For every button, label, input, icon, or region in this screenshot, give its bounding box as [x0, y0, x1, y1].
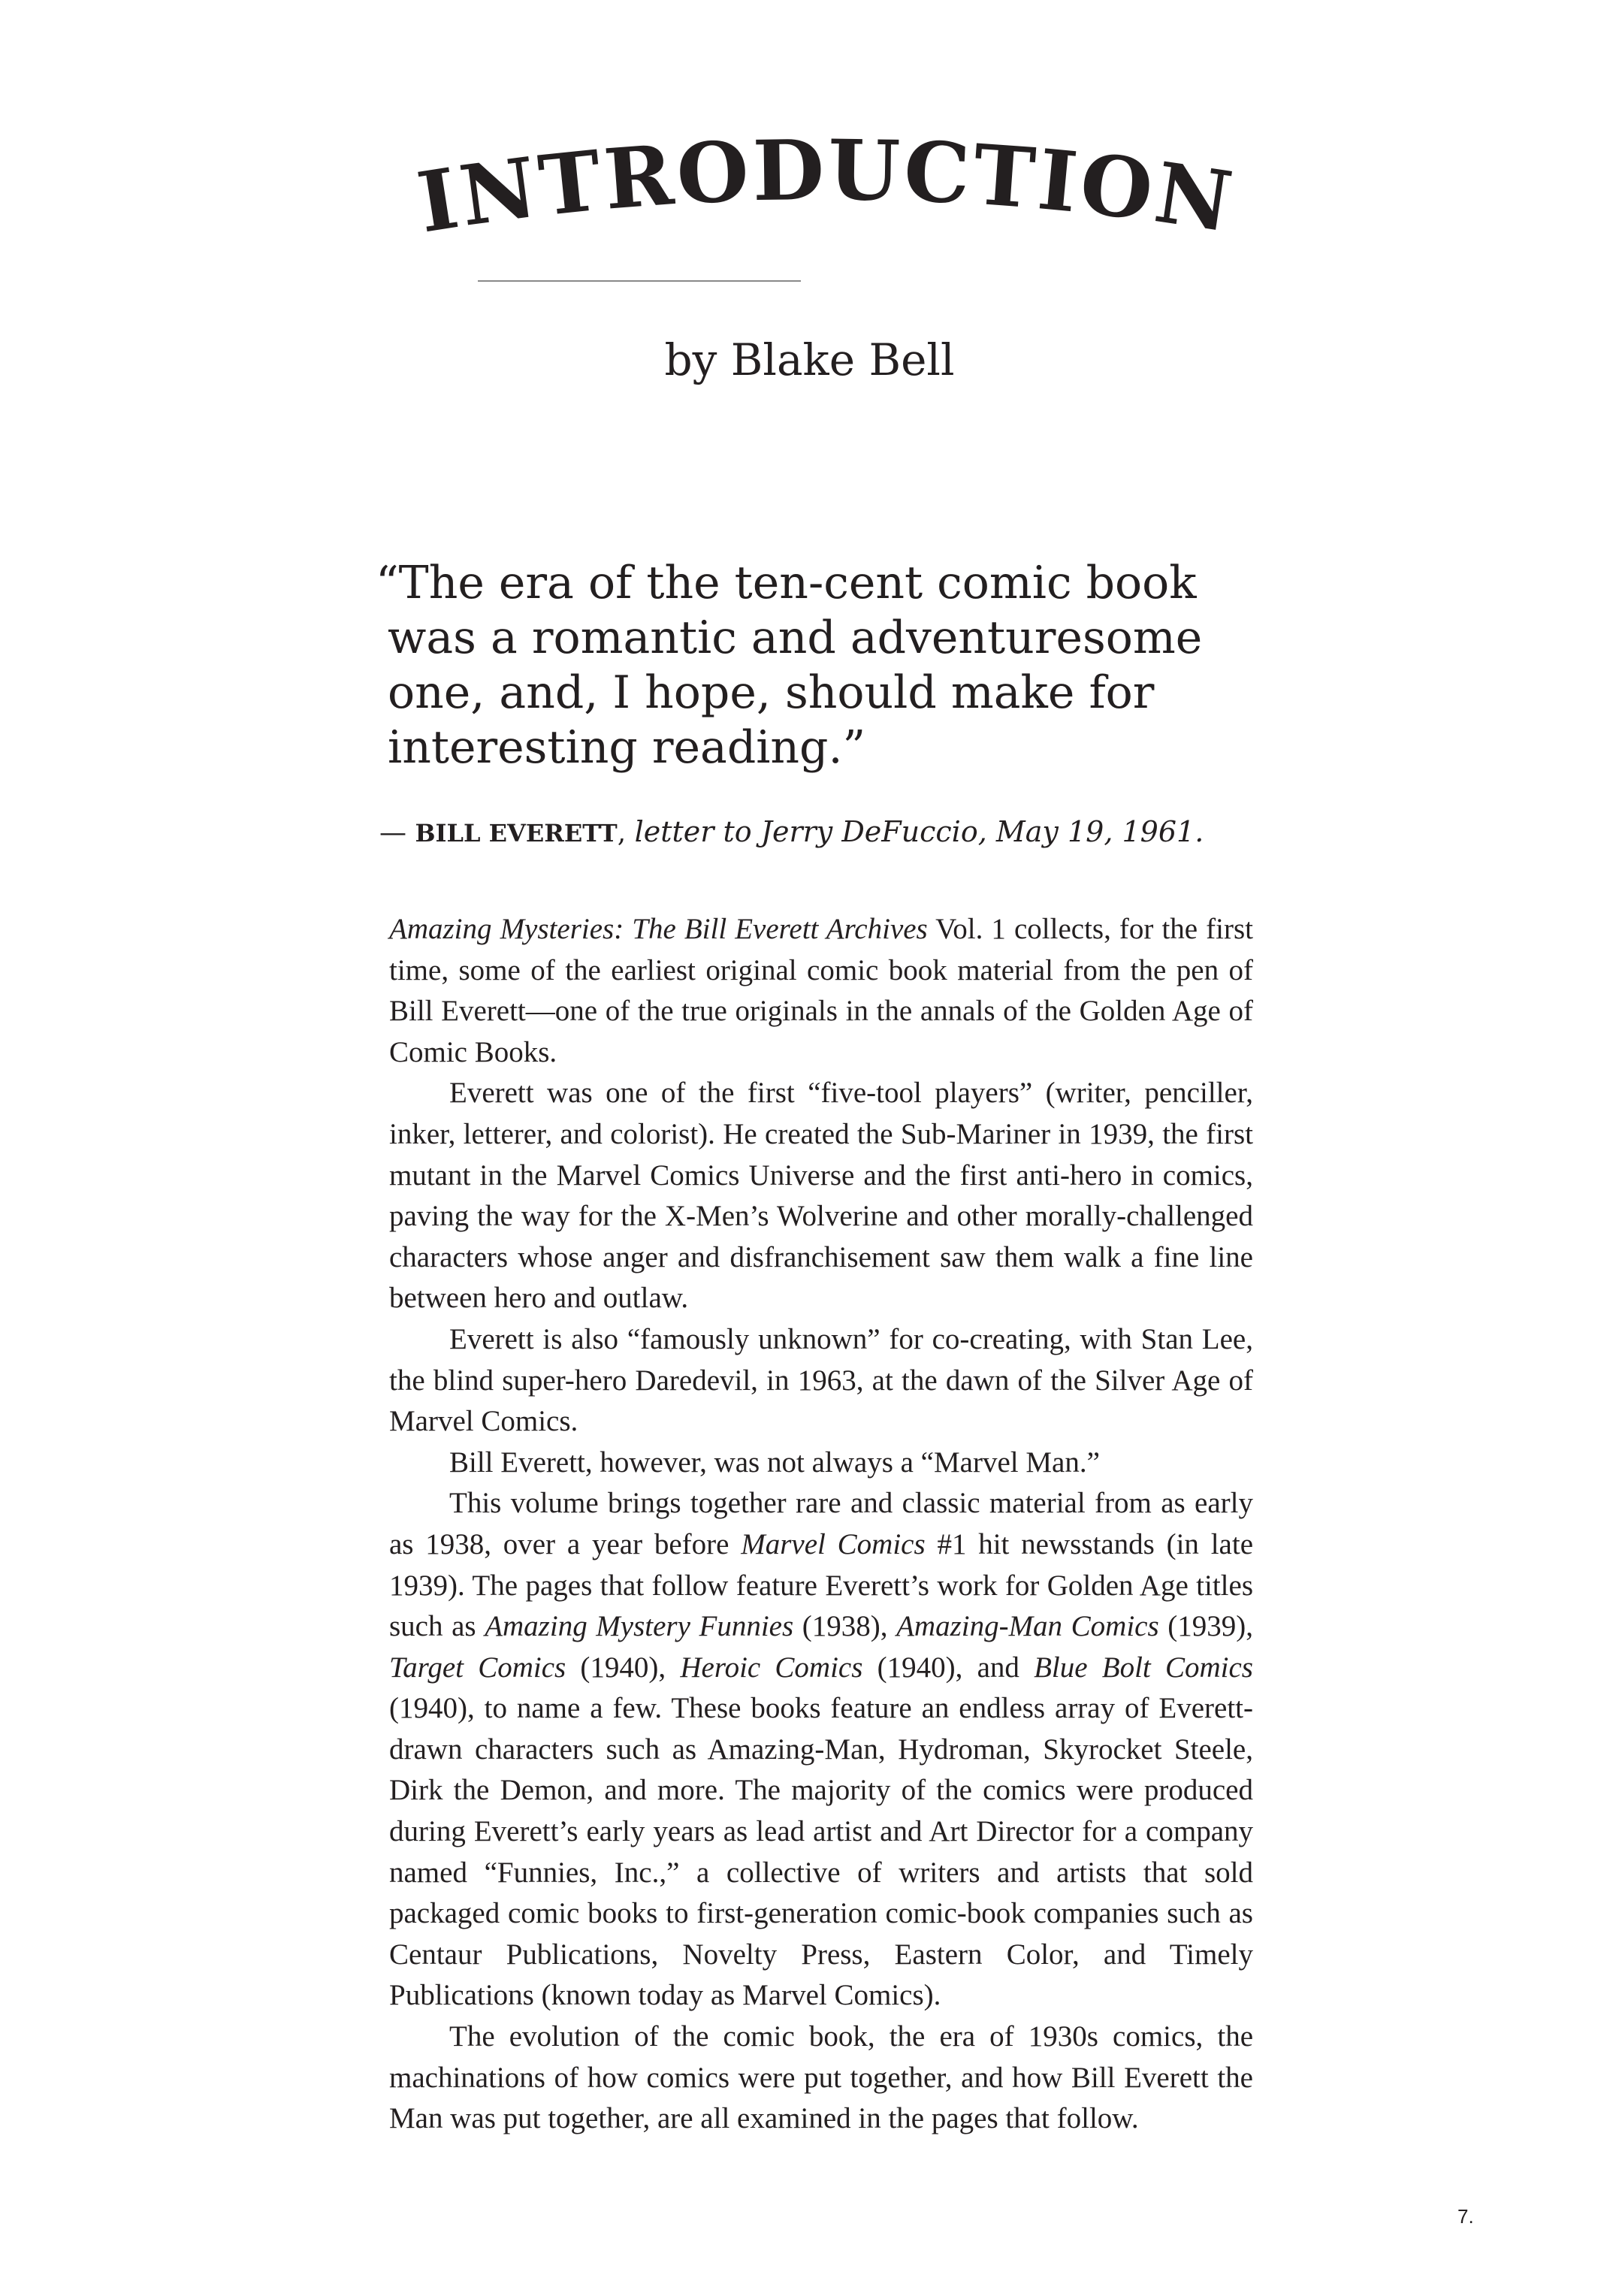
- page-title: [361, 128, 1292, 278]
- book-title: Amazing-Man Comics: [896, 1610, 1159, 1643]
- paragraph: Everett was one of the first “five-tool players” (writer, penciller, inker, letterer, and colorist). He created the Sub-Mariner in 1939, the first mutant in the Marvel Comics Universe and the first anti-hero in comics, paving the way for the X-Men’s Wolverine and other morally-challenged characters whose anger and disfranchisement saw them walk a fine line between hero and outlaw.: [389, 1077, 1253, 1315]
- paragraph: Everett is also “famously unknown” for co-creating, with Stan Lee, the blind super-hero Daredevil, in 1963, at the dawn of the Silver Age of Marvel Comics.: [389, 1322, 1253, 1438]
- paragraph-text: Vol. 1 collects, for the first time, some of the earliest original comic book material from the pen of Bill Everett—one of the true originals in the annals of the Golden Age of Comic Books.: [389, 913, 1254, 1068]
- paragraph: Bill Everett, however, was not always a “Marvel Man.”: [449, 1446, 1100, 1479]
- book-title: Blue Bolt Comics: [1034, 1651, 1253, 1684]
- quote-line: was a romantic and adventuresome: [388, 612, 1203, 664]
- paragraph-text: (1940), and: [862, 1651, 1035, 1684]
- page-title-text: INTRODUCTION: [411, 128, 1241, 252]
- book-title: Amazing Mystery Funnies: [485, 1610, 794, 1643]
- page-number: 7.: [1457, 2205, 1474, 2228]
- attribution-dash: —: [379, 817, 415, 848]
- quote-line: interesting reading.”: [388, 721, 866, 774]
- paragraph-text: (1939),: [1158, 1610, 1253, 1643]
- attribution-separator: ,: [617, 817, 635, 848]
- attribution-source: letter to Jerry DeFuccio, May 19, 1961.: [634, 815, 1204, 848]
- quote-line: “The era of the ten-cent comic book: [376, 557, 1197, 609]
- paragraph-text: (1940),: [566, 1651, 681, 1684]
- paragraph-text: (1938),: [793, 1610, 897, 1643]
- quote-line: one, and, I hope, should make for: [388, 666, 1155, 719]
- book-title: Marvel Comics: [741, 1527, 926, 1560]
- paragraph-text: This volume brings together rare and classic material from as early as 1938, over a year before: [389, 1487, 1253, 1560]
- attribution-author: BILL EVERETT: [415, 819, 618, 847]
- epigraph-quote: [376, 556, 1322, 775]
- book-title: Target Comics: [389, 1651, 566, 1684]
- paragraph: [389, 1483, 1253, 2017]
- title-divider: [478, 280, 801, 282]
- paragraph-text: #1 hit newsstands (in late 1939). The pages that follow feature Everett’s work for Golden Age titles such as: [389, 1527, 1254, 1643]
- book-title: Amazing Mysteries: The Bill Everett Archives: [389, 913, 928, 945]
- paragraph: [389, 909, 1253, 1073]
- book-title: Heroic Comics: [680, 1651, 863, 1684]
- paragraph-text: (1940), to name a few. These books feature an endless array of Everett-drawn characters such as Amazing-Man, Hydroman, Skyrocket Steele, Dirk the Demon, and more. The majority of the comics were produced during Everett’s early years as lead artist and Art Director for a company named “Funnies, Inc.,” a collective of writers and artists that sold packaged comic books to first-generation comic-book companies such as Centaur Publications, Novelty Press, Eastern Color, and Timely Publications (known today as Marvel Comics).: [389, 1692, 1253, 2012]
- svg-text:INTRODUCTION: [412, 128, 1241, 252]
- epigraph-attribution: [379, 815, 1204, 848]
- author-byline: by Blake Bell: [664, 334, 955, 385]
- paragraph: The evolution of the comic book, the era of 1930s comics, the machinations of how comics were put together, and how Bill Everett the Man was put together, are all examined in the pages that follow.: [389, 2020, 1253, 2135]
- page-title-block: [0, 128, 1619, 278]
- body-text: [389, 909, 1253, 2140]
